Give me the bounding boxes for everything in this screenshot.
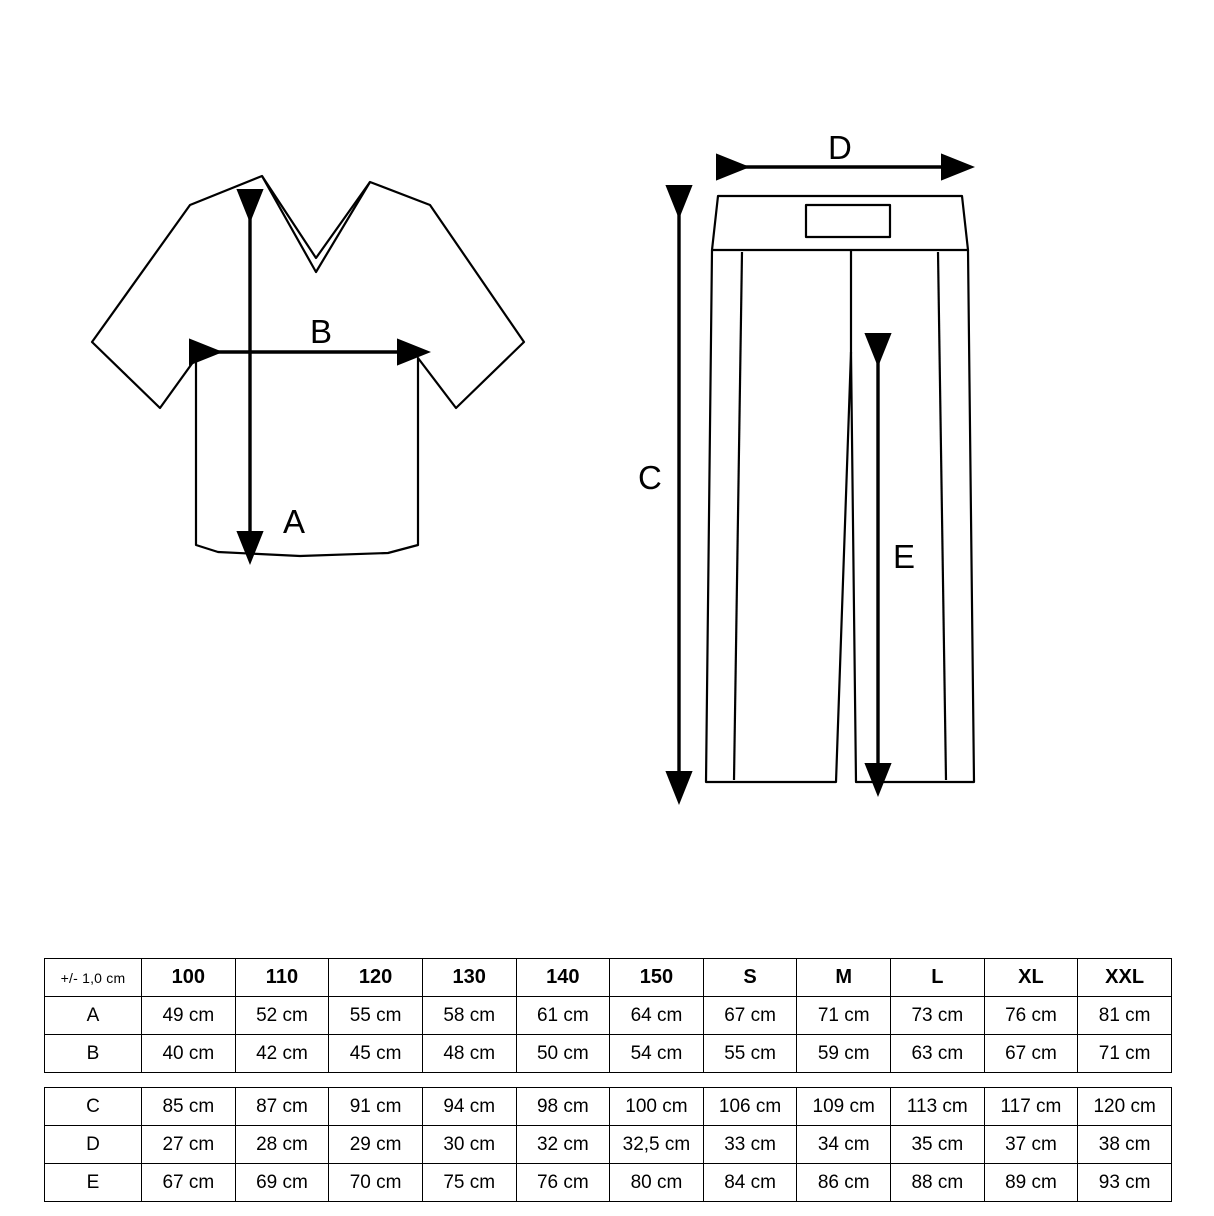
col-header-110: 110	[235, 959, 329, 997]
pants-label-d: D	[828, 129, 852, 166]
cell-e-150: 80 cm	[610, 1164, 704, 1202]
table-row	[45, 1126, 1172, 1164]
cell-e-130: 75 cm	[422, 1164, 516, 1202]
cell-d-l: 35 cm	[891, 1126, 985, 1164]
shirt-label-b: B	[310, 313, 333, 350]
table-row	[45, 1088, 1172, 1126]
cell-d-xl: 37 cm	[984, 1126, 1078, 1164]
cell-c-100: 85 cm	[142, 1088, 236, 1126]
table-divider	[44, 1073, 1172, 1087]
cell-e-110: 69 cm	[235, 1164, 329, 1202]
cell-e-l: 88 cm	[891, 1164, 985, 1202]
pants-label-c: C	[638, 459, 662, 496]
cell-b-100: 40 cm	[142, 1035, 236, 1073]
cell-e-100: 67 cm	[142, 1164, 236, 1202]
scrub-pants-outline	[706, 196, 974, 782]
tolerance-label: +/- 1,0 cm	[45, 959, 142, 997]
pants-label-e: E	[893, 538, 916, 575]
cell-a-l: 73 cm	[891, 997, 985, 1035]
col-header-xxl: XXL	[1078, 959, 1172, 997]
cell-a-130: 58 cm	[422, 997, 516, 1035]
cell-c-xl: 117 cm	[984, 1088, 1078, 1126]
cell-a-xl: 76 cm	[984, 997, 1078, 1035]
cell-e-s: 84 cm	[703, 1164, 797, 1202]
size-table-top	[44, 958, 1172, 1073]
cell-e-xl: 89 cm	[984, 1164, 1078, 1202]
col-header-xl: XL	[984, 959, 1078, 997]
cell-b-130: 48 cm	[422, 1035, 516, 1073]
cell-d-s: 33 cm	[703, 1126, 797, 1164]
cell-d-100: 27 cm	[142, 1126, 236, 1164]
cell-b-110: 42 cm	[235, 1035, 329, 1073]
cell-c-150: 100 cm	[610, 1088, 704, 1126]
cell-b-m: 59 cm	[797, 1035, 891, 1073]
cell-b-s: 55 cm	[703, 1035, 797, 1073]
cell-b-120: 45 cm	[329, 1035, 423, 1073]
cell-e-m: 86 cm	[797, 1164, 891, 1202]
cell-a-xxl: 81 cm	[1078, 997, 1172, 1035]
size-table-bottom	[44, 1087, 1172, 1202]
cell-d-120: 29 cm	[329, 1126, 423, 1164]
table-row	[45, 1035, 1172, 1073]
cell-c-140: 98 cm	[516, 1088, 610, 1126]
table-row	[45, 997, 1172, 1035]
cell-c-l: 113 cm	[891, 1088, 985, 1126]
cell-d-110: 28 cm	[235, 1126, 329, 1164]
cell-b-150: 54 cm	[610, 1035, 704, 1073]
cell-d-130: 30 cm	[422, 1126, 516, 1164]
cell-b-140: 50 cm	[516, 1035, 610, 1073]
table-header-row	[45, 959, 1172, 997]
col-header-130: 130	[422, 959, 516, 997]
col-header-100: 100	[142, 959, 236, 997]
cell-d-m: 34 cm	[797, 1126, 891, 1164]
row-label-a: A	[45, 997, 142, 1035]
cell-a-m: 71 cm	[797, 997, 891, 1035]
cell-a-150: 64 cm	[610, 997, 704, 1035]
cell-b-xl: 67 cm	[984, 1035, 1078, 1073]
cell-a-120: 55 cm	[329, 997, 423, 1035]
cell-e-xxl: 93 cm	[1078, 1164, 1172, 1202]
cell-d-150: 32,5 cm	[610, 1126, 704, 1164]
cell-c-110: 87 cm	[235, 1088, 329, 1126]
cell-c-m: 109 cm	[797, 1088, 891, 1126]
cell-e-140: 76 cm	[516, 1164, 610, 1202]
size-tables	[44, 958, 1172, 1202]
col-header-150: 150	[610, 959, 704, 997]
cell-a-110: 52 cm	[235, 997, 329, 1035]
table-row	[45, 1164, 1172, 1202]
cell-d-140: 32 cm	[516, 1126, 610, 1164]
cell-b-xxl: 71 cm	[1078, 1035, 1172, 1073]
cell-b-l: 63 cm	[891, 1035, 985, 1073]
cell-c-xxl: 120 cm	[1078, 1088, 1172, 1126]
cell-a-140: 61 cm	[516, 997, 610, 1035]
row-label-b: B	[45, 1035, 142, 1073]
shirt-label-a: A	[283, 503, 306, 540]
col-header-m: M	[797, 959, 891, 997]
row-label-d: D	[45, 1126, 142, 1164]
col-header-s: S	[703, 959, 797, 997]
cell-a-100: 49 cm	[142, 997, 236, 1035]
cell-c-120: 91 cm	[329, 1088, 423, 1126]
col-header-140: 140	[516, 959, 610, 997]
cell-a-s: 67 cm	[703, 997, 797, 1035]
col-header-l: L	[891, 959, 985, 997]
col-header-120: 120	[329, 959, 423, 997]
cell-c-s: 106 cm	[703, 1088, 797, 1126]
cell-e-120: 70 cm	[329, 1164, 423, 1202]
cell-c-130: 94 cm	[422, 1088, 516, 1126]
row-label-e: E	[45, 1164, 142, 1202]
cell-d-xxl: 38 cm	[1078, 1126, 1172, 1164]
row-label-c: C	[45, 1088, 142, 1126]
scrub-top-outline	[92, 176, 524, 556]
